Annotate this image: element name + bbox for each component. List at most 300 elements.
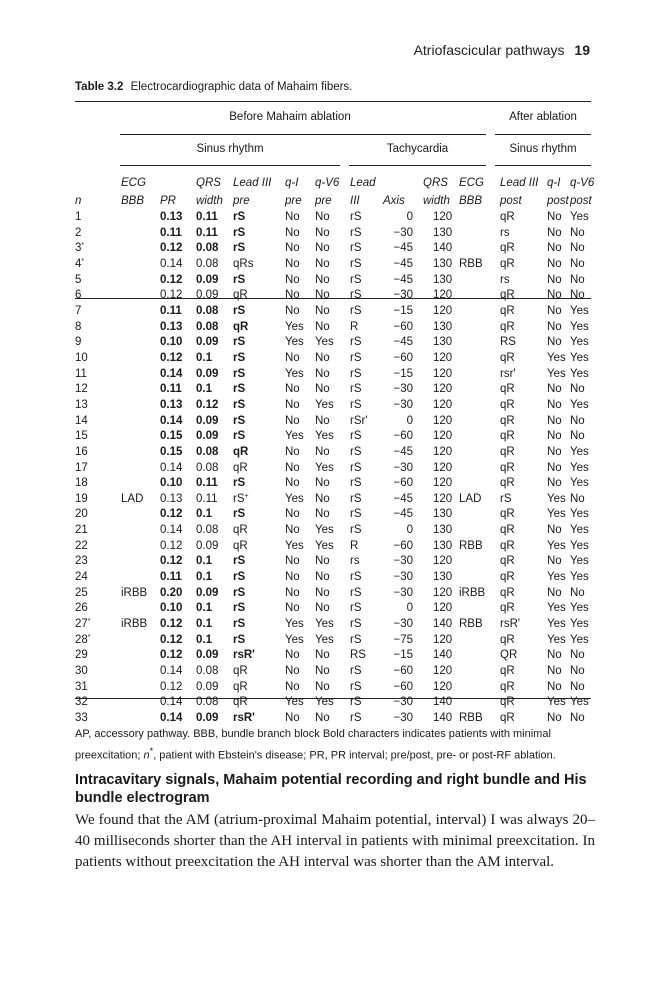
cell-qrs-tachy-value: 130 [433,336,453,349]
cell-qrs-tachy-value: 120 [433,633,453,646]
cell-qv6-post [570,601,591,617]
cell-lead3-pre-value: qR [233,445,249,458]
cell-qrs [196,617,233,633]
col-qv6-heading-2: pre [315,195,332,207]
cell-qv6-pre-value: No [315,367,330,380]
cell-n-value: 1 [75,211,82,223]
col-bbb-heading-2: BBB [121,195,145,207]
cell-qv6-post [570,617,591,633]
cell-lead3-pre-value: qR [233,524,248,537]
col-qip-heading: q-I [547,177,561,189]
cell-qv6-post-value: Yes [570,696,589,709]
cell-qv6-pre [315,492,350,508]
cell-qi-pre [285,554,315,570]
cell-lead3-post [500,523,547,539]
cell-lead3-post-value: qR [500,461,515,474]
cell-lead-tachy-value: rS [350,289,362,302]
cell-lead3-post [500,414,547,430]
cell-qv6-post-value: Yes [570,336,589,349]
table-row [75,226,591,242]
cell-lead-tachy-value: rS [350,336,362,349]
cell-axis [383,680,423,696]
cell-qi-post-value: Yes [547,618,566,631]
cell-lead3-post-value: qR [500,257,515,270]
cell-qi-post-value: Yes [547,633,566,646]
cell-qv6-pre-value: No [315,304,330,317]
cell-qi-post-value: No [547,336,562,349]
cell-qv6-post [570,335,591,351]
cell-qrs-tachy [423,304,459,320]
cell-axis [383,273,423,289]
cell-lead3-post-value: rsR' [500,618,521,631]
cell-qrs-tachy [423,554,459,570]
cell-qi-pre-value: No [285,289,300,302]
cell-qrs [196,273,233,289]
cell-pr-value: 0.11 [160,383,182,396]
col-qrs-heading-2: width [196,195,223,207]
cell-axis [383,320,423,336]
cell-qrs-value: 0.09 [196,712,219,724]
cell-lead-tachy-value: rS [350,477,362,490]
cell-bbb [121,601,160,617]
cell-pr-value: 0.12 [160,539,183,552]
cell-axis-value: −30 [393,586,413,599]
cell-qrs-value: 0.09 [196,649,219,662]
cell-lead3-pre [233,210,285,226]
cell-qi-post [547,633,570,649]
cell-pr-value: 0.13 [160,492,183,505]
cell-qrs-value: 0.09 [196,430,219,443]
cell-pr [160,461,196,477]
cell-lead-tachy [350,226,383,242]
cell-qv6-pre-value: No [315,571,330,584]
cell-axis [383,414,423,430]
cell-axis-value: −45 [393,492,413,505]
cell-lead3-post-value: rs [500,226,510,239]
cell-qi-post [547,382,570,398]
cell-axis [383,617,423,633]
cell-qi-post [547,273,570,289]
cell-qv6-post-value: Yes [570,320,589,333]
cell-lead3-pre [233,367,285,383]
cell-qrs-tachy [423,570,459,586]
cell-lead3-post [500,554,547,570]
cell-bbb [121,398,160,414]
cell-qrs [196,351,233,367]
cell-n-value: 6 [75,289,82,302]
cell-n-value: 24 [75,571,88,584]
cell-qrs-tachy-value: 120 [433,351,453,364]
cell-qi-post-value: Yes [547,602,566,615]
table-row [75,335,591,351]
cell-lead3-post-value: qR [500,602,515,615]
cell-qv6-post [570,273,591,289]
cell-qrs-tachy [423,648,459,664]
cell-qi-pre-value: No [285,398,300,411]
cell-lead-tachy-value: rS [350,571,362,584]
table-row [75,398,591,414]
cell-lead3-post [500,226,547,242]
table-row [75,320,591,336]
footnote-n-symbol: n [143,749,150,762]
cell-axis-value: 0 [406,524,413,537]
cell-n [75,335,121,351]
cell-qrs-tachy-value: 120 [433,304,453,317]
cell-axis-value: −60 [393,477,413,490]
cell-pr [160,539,196,555]
cell-lead3-post-value: rs [500,273,510,286]
cell-axis [383,367,423,383]
cell-axis-value: −30 [393,461,413,474]
cell-pr-value: 0.14 [160,665,183,678]
cell-qv6-pre-value: No [315,492,330,505]
cell-pr [160,648,196,664]
table-row [75,586,591,602]
cell-lead3-post [500,664,547,680]
cell-qi-post [547,320,570,336]
cell-qi-pre [285,695,315,711]
cell-qv6-pre [315,507,350,523]
cell-qrs-tachy-value: 120 [433,680,453,693]
cell-bbb-post [459,273,500,289]
cell-qi-pre-value: No [285,586,300,599]
cell-axis [383,507,423,523]
cell-qv6-post-value: No [570,242,585,255]
cell-lead3-pre [233,398,285,414]
cell-lead-tachy [350,664,383,680]
cell-lead-tachy [350,382,383,398]
cell-axis-value: −45 [393,508,413,521]
cell-n-value: 12 [75,383,88,396]
cell-qi-pre-value: No [285,414,300,427]
cell-pr-value: 0.13 [160,320,183,333]
cell-lead-tachy-value: R [350,320,359,333]
cell-lead3-pre [233,476,285,492]
cell-lead-tachy-value: rS [350,430,362,443]
cell-lead3-post-value: RS [500,336,516,349]
cell-qrs-tachy [423,288,459,304]
cell-qv6-pre [315,617,350,633]
cell-qrs-value: 0.11 [196,211,218,223]
cell-bbb-post-value: RBB [459,539,483,552]
cell-lead-tachy-value: rS [350,257,362,270]
cell-pr-value: 0.12 [160,273,183,286]
cell-qrs-value: 0.09 [196,539,219,552]
cell-qv6-pre [315,210,350,226]
cell-qrs-tachy [423,367,459,383]
cell-lead-tachy [350,398,383,414]
cell-qrs [196,711,233,727]
cell-lead3-post [500,492,547,508]
cell-axis [383,429,423,445]
cell-n-value: 29 [75,649,88,662]
cell-qrs-tachy-value: 120 [433,398,453,411]
cell-qv6-post-value: Yes [570,351,589,364]
superscript-marker: + [244,492,249,500]
table-row [75,539,591,555]
cell-n-value: 3 [75,242,82,255]
cell-bbb [121,241,160,257]
cell-pr-value: 0.12 [160,242,183,255]
cell-axis [383,351,423,367]
cell-qi-pre [285,273,315,289]
cell-qi-post [547,539,570,555]
cell-n [75,226,121,242]
table-row [75,570,591,586]
cell-lead3-post [500,586,547,602]
cell-qi-pre [285,210,315,226]
cell-qi-post [547,492,570,508]
cell-qrs-tachy [423,695,459,711]
cell-qv6-post [570,351,591,367]
cell-qi-pre-value: No [285,649,300,662]
cell-bbb [121,461,160,477]
cell-qrs [196,398,233,414]
cell-n [75,273,121,289]
cell-pr-value: 0.10 [160,336,183,349]
cell-lead3-post [500,288,547,304]
cell-lead3-post [500,273,547,289]
cell-qi-post-value: No [547,649,562,662]
cell-lead-tachy [350,492,383,508]
cell-qv6-pre [315,445,350,461]
cell-bbb [121,633,160,649]
cell-axis [383,476,423,492]
cell-qv6-pre-value: No [315,351,330,364]
cell-n [75,241,121,257]
cell-bbb [121,523,160,539]
cell-bbb-post [459,335,500,351]
cell-qi-pre-value: No [285,351,300,364]
cell-pr-value: 0.14 [160,461,183,474]
cell-qv6-pre [315,382,350,398]
cell-bbb [121,507,160,523]
table-row [75,414,591,430]
cell-pr-value: 0.12 [160,649,183,662]
cell-qv6-pre [315,273,350,289]
cell-n [75,414,121,430]
cell-qv6-post-value: Yes [570,398,589,411]
cell-bbb-value: iRBB [121,586,148,599]
cell-pr [160,382,196,398]
cell-bbb-post [459,523,500,539]
cell-qi-pre-value: Yes [285,696,304,709]
cell-qv6-pre-value: Yes [315,524,334,537]
cell-qrs [196,335,233,351]
cell-lead3-post-value: qR [500,680,515,693]
cell-lead-tachy-value: rS [350,524,362,537]
table-row [75,648,591,664]
cell-pr-value: 0.11 [160,304,182,317]
cell-lead-tachy [350,367,383,383]
cell-pr [160,492,196,508]
table-row [75,210,591,226]
cell-lead3-pre-value: rS [233,383,246,396]
cell-qi-pre [285,445,315,461]
cell-lead3-pre [233,304,285,320]
cell-qv6-post-value: Yes [570,445,589,458]
cell-lead-tachy [350,507,383,523]
cell-lead3-post [500,648,547,664]
cell-pr-value: 0.11 [160,226,182,239]
cell-qrs-tachy-value: 120 [433,211,453,223]
footnote-part-1: AP, accessory pathway. BBB, bundle branch block Bold characters indicates patients with minimal preexcitation; [75,728,551,762]
cell-pr [160,711,196,727]
cell-qi-pre-value: No [285,477,300,490]
cell-pr [160,257,196,273]
cell-qv6-pre-value: No [315,665,330,678]
cell-qv6-pre [315,429,350,445]
cell-n [75,570,121,586]
table-row [75,633,591,649]
cell-qrs-value: 0.08 [196,445,219,458]
cell-axis [383,570,423,586]
cell-pr-value: 0.13 [160,211,183,223]
cell-n-value: 5 [75,273,82,286]
cell-qrs-tachy-value: 120 [433,555,453,568]
cell-qv6-pre-value: No [315,680,330,693]
cell-lead3-post-value: qR [500,430,515,443]
cell-lead3-post-value: qR [500,398,515,411]
cell-n [75,492,121,508]
cell-pr-value: 0.12 [160,508,183,521]
cell-axis-value: −75 [393,633,413,646]
cell-axis-value: −45 [393,242,413,255]
cell-lead3-pre-value: rS [233,273,246,286]
cell-qv6-pre-value: No [315,586,330,599]
cell-axis-value: −15 [393,649,413,662]
cell-qv6-post-value: Yes [570,539,589,552]
cell-qi-post-value: No [547,680,562,693]
cell-qv6-pre [315,226,350,242]
cell-pr-value: 0.14 [160,367,183,380]
cell-qv6-pre-value: No [315,649,330,662]
cell-bbb [121,711,160,727]
cell-lead3-pre-value: qR [233,289,248,302]
cell-qrs-tachy-value: 120 [433,414,453,427]
cell-lead-tachy [350,445,383,461]
cell-lead3-post-value: qR [500,211,515,223]
cell-qv6-post [570,539,591,555]
cell-axis [383,398,423,414]
cell-pr-value: 0.12 [160,618,183,631]
cell-qrs-value: 0.08 [196,696,219,709]
cell-qv6-pre [315,351,350,367]
cell-qrs [196,695,233,711]
cell-bbb-post [459,695,500,711]
cell-axis-value: −45 [393,445,413,458]
cell-bbb [121,382,160,398]
cell-bbb-post [459,257,500,273]
cell-qi-pre-value: Yes [285,539,304,552]
cell-qrs-tachy-value: 120 [433,461,453,474]
cell-axis-value: −30 [393,289,413,302]
cell-axis [383,648,423,664]
cell-qv6-pre-value: No [315,477,330,490]
cell-lead3-post [500,476,547,492]
cell-qv6-post [570,570,591,586]
cell-n-value: 32 [75,696,88,709]
cell-qi-post-value: No [547,555,562,568]
cell-qrs-tachy [423,476,459,492]
cell-qi-post [547,210,570,226]
cell-qrs-tachy [423,617,459,633]
cell-n-value: 13 [75,398,88,411]
cell-axis [383,335,423,351]
cell-qv6-post [570,523,591,539]
cell-lead3-pre-value: qRs [233,257,254,270]
cell-n-value: 25 [75,586,88,599]
cell-lead3-pre [233,570,285,586]
cell-qv6-post [570,680,591,696]
cell-lead3-pre-value: rS [233,492,245,505]
cell-qrs-tachy [423,273,459,289]
cell-qv6-post-value: Yes [570,211,589,223]
cell-qrs-tachy [423,664,459,680]
cell-bbb-post [459,241,500,257]
cell-n-value: 14 [75,414,88,427]
cell-qi-pre-value: No [285,304,300,317]
cell-qv6-post-value: No [570,680,585,693]
cell-axis-value: −15 [393,367,413,380]
cell-n-value: 20 [75,508,88,521]
footnote-star-symbol: * [149,746,154,756]
cell-axis [383,492,423,508]
cell-qv6-post [570,320,591,336]
col-qrsw-heading-2: width [423,195,450,207]
cell-qv6-post-value: No [570,289,585,302]
cell-bbb [121,288,160,304]
cell-axis-value: −30 [393,618,413,631]
cell-lead3-post [500,570,547,586]
col-qrsw-heading: QRS [423,177,448,189]
cell-qi-pre-value: No [285,524,300,537]
cell-lead3-post [500,351,547,367]
cell-lead3-post-value: qR [500,633,515,646]
cell-qv6-pre [315,695,350,711]
cell-lead3-post [500,304,547,320]
cell-n [75,320,121,336]
cell-lead3-post-value: qR [500,586,515,599]
cell-bbb [121,367,160,383]
cell-lead-tachy-value: R [350,539,359,552]
table-row [75,429,591,445]
cell-qrs [196,601,233,617]
sinus-after-heading: Sinus rhythm [509,143,577,155]
cell-pr [160,273,196,289]
table-row [75,445,591,461]
cell-axis [383,288,423,304]
col-lead3post-heading: Lead III [500,177,539,189]
cell-bbb-post [459,461,500,477]
cell-qrs [196,210,233,226]
cell-bbb-post [459,586,500,602]
cell-axis-value: −60 [393,665,413,678]
cell-n-value: 22 [75,539,88,552]
body-paragraph: We found that the AM (atrium-proximal Mahaim potential, interval) I was always 20–40 milliseconds shorter than the AH interval in patients with minimal preexcitation. In patients without preexcitation the AH interval was shorter than the AM interval. [75,812,595,870]
cell-qv6-pre-value: No [315,712,330,724]
cell-pr [160,445,196,461]
col-qi-heading-2: pre [285,195,302,207]
cell-qv6-post [570,429,591,445]
cell-qi-post-value: No [547,211,562,223]
cell-qv6-pre-value: Yes [315,461,334,474]
cell-bbb [121,680,160,696]
cell-lead-tachy-value: rS [350,712,362,724]
cell-lead3-pre [233,382,285,398]
cell-qv6-pre-value: No [315,242,330,255]
cell-qv6-post-value: No [570,226,585,239]
